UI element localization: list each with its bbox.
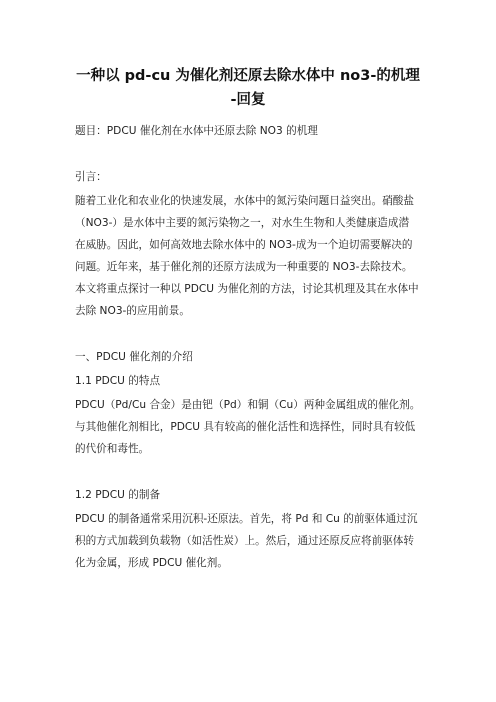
intro-heading: 引言： [75,171,107,183]
subsection-1-2-line: PDCU 的制备通常采用沉积-还原法。首先，将 Pd 和 Cu 的前驱体通过沉 [75,513,418,525]
subsection-1-1-line: 的代价和毒性。 [75,443,150,455]
intro-line: （NO3-）是水体中主要的氮污染物之一，对水生生物和人类健康造成潜 [75,217,410,229]
document-title-line-2: -回复 [230,92,266,108]
document-title-line-1: 一种以 pd-cu 为催化剂还原去除水体中 no3-的机理 [76,68,420,84]
intro-line: 去除 NO3-的应用前景。 [75,305,190,317]
subsection-1-2-line: 积的方式加载到负载物（如活性炭）上。然后，通过还原反应将前驱体转 [75,535,414,547]
intro-line: 问题。近年来，基于催化剂的还原方法成为一种重要的 NO3-去除技术。 [75,261,413,273]
topic-line: 题目：PDCU 催化剂在水体中还原去除 NO3 的机理 [75,125,318,137]
subsection-1-1-heading: 1.1 PDCU 的特点 [75,375,161,387]
intro-line: 随着工业化和农业化的快速发展，水体中的氮污染问题日益突出。硝酸盐 [75,195,414,207]
intro-line: 在威胁。因此，如何高效地去除水体中的 NO3-成为一个迫切需要解决的 [75,239,413,251]
subsection-1-2-heading: 1.2 PDCU 的制备 [75,489,161,501]
subsection-1-1-line: PDCU（Pd/Cu 合金）是由钯（Pd）和铜（Cu）两种金属组成的催化剂。 [75,399,421,411]
intro-line: 本文将重点探讨一种以 PDCU 为催化剂的方法，讨论其机理及其在水体中 [75,283,419,295]
subsection-1-2-line: 化为金属，形成 PDCU 催化剂。 [75,557,228,569]
section1-heading: 一、PDCU 催化剂的介绍 [75,351,193,363]
subsection-1-1-line: 与其他催化剂相比，PDCU 具有较高的催化活性和选择性，同时具有较低 [75,421,416,433]
